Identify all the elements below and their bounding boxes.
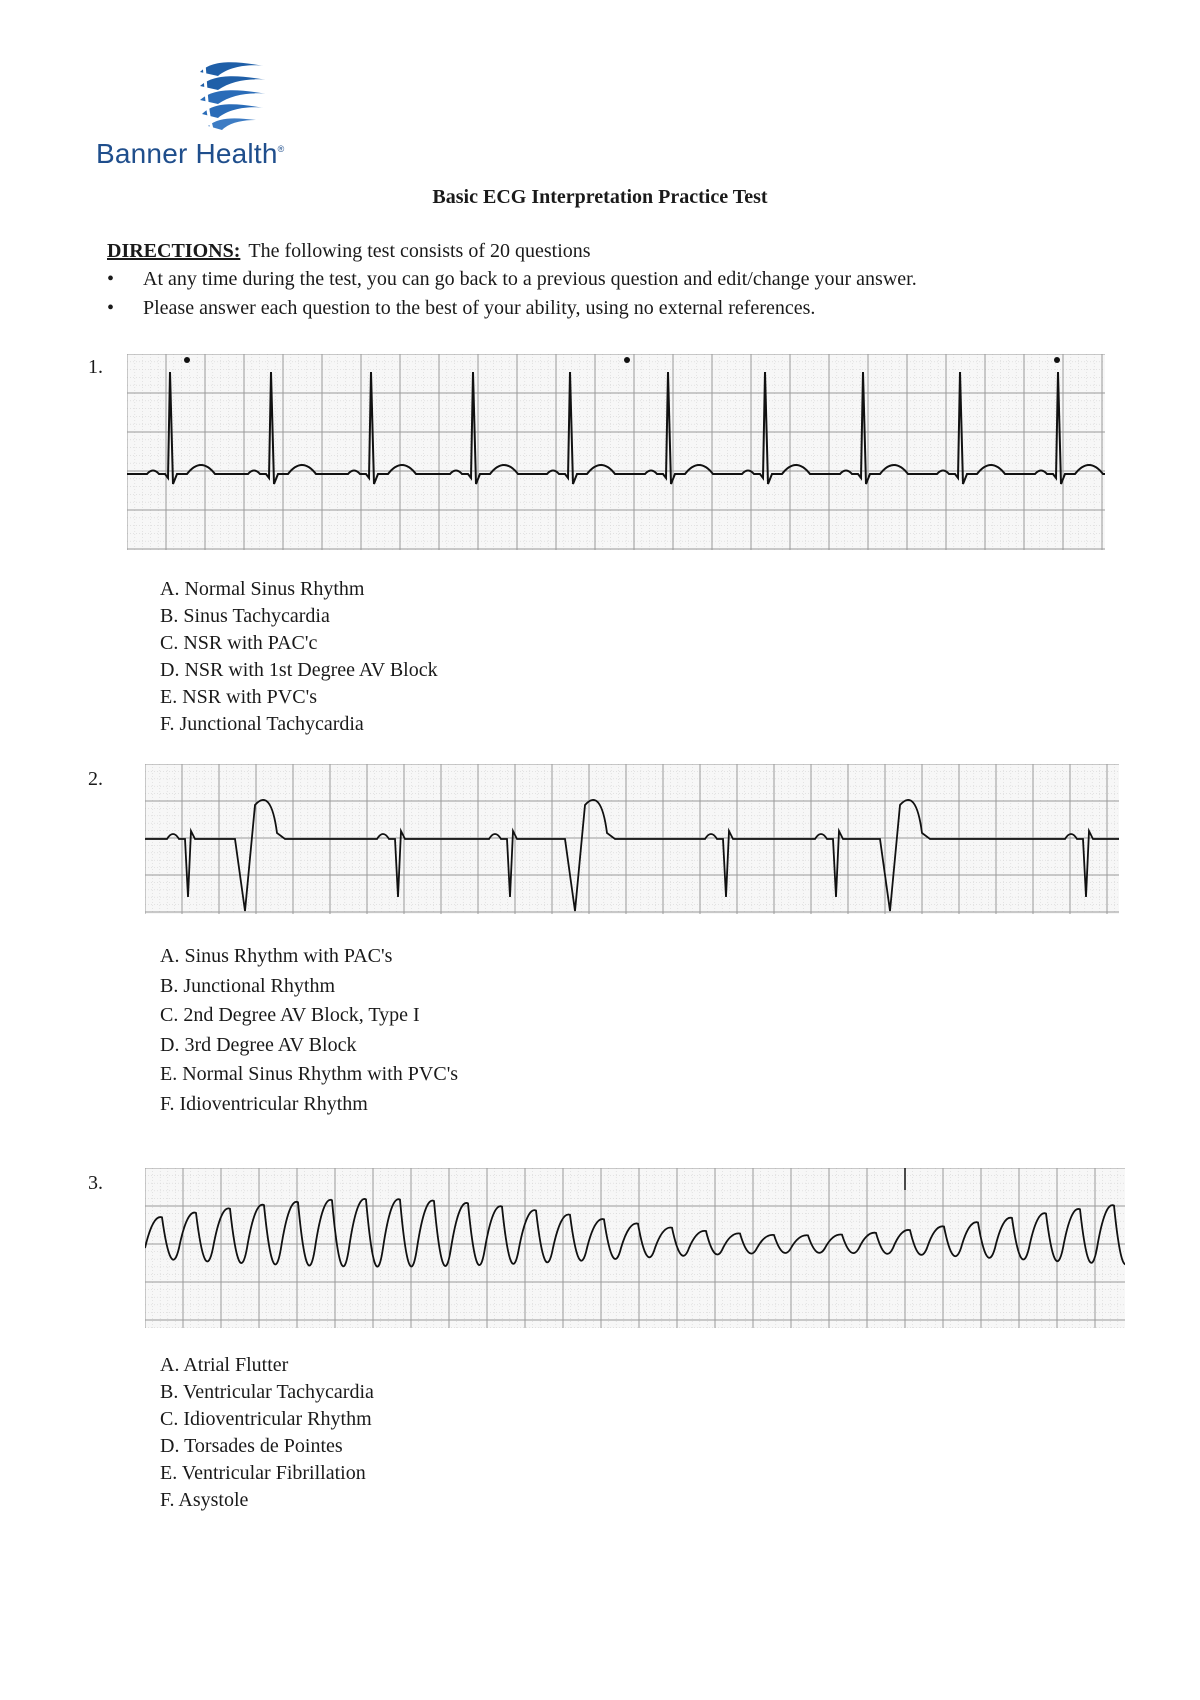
- answer-option[interactable]: C. 2nd Degree AV Block, Type I: [160, 1004, 420, 1026]
- question-number: 3.: [88, 1172, 103, 1194]
- answer-option[interactable]: F. Idioventricular Rhythm: [160, 1092, 368, 1115]
- answer-options-q1: [160, 576, 438, 738]
- answer-option[interactable]: A. Sinus Rhythm with PAC's: [160, 945, 393, 967]
- page-title: Basic ECG Interpretation Practice Test: [432, 186, 768, 208]
- answer-option[interactable]: F. Junctional Tachycardia: [160, 713, 364, 735]
- answer-option[interactable]: F. Asystole: [160, 1489, 249, 1511]
- question-number: 2.: [88, 768, 103, 790]
- ecg-strip-q3: [145, 1168, 1125, 1328]
- answer-option[interactable]: D. Torsades de Pointes: [160, 1435, 343, 1457]
- answer-option[interactable]: B. Sinus Tachycardia: [160, 605, 330, 627]
- answer-option[interactable]: D. 3rd Degree AV Block: [160, 1033, 357, 1056]
- ecg-marker: [1054, 357, 1060, 363]
- question-number: 1.: [88, 356, 103, 378]
- ecg-strip-q1: [127, 354, 1105, 550]
- bullet-item: • Please answer each question to the best of your ability, using no external references.: [107, 297, 917, 326]
- answer-option[interactable]: D. NSR with 1st Degree AV Block: [160, 659, 438, 681]
- directions: [107, 240, 591, 263]
- answer-options-q2: [160, 942, 458, 1119]
- banner-health-wave-icon: [192, 54, 272, 134]
- directions-text: The following test consists of 20 questions: [248, 240, 591, 262]
- answer-option[interactable]: E. Ventricular Fibrillation: [160, 1462, 366, 1484]
- directions-bullets: [107, 268, 917, 326]
- ecg-grid-background: [145, 1168, 1125, 1328]
- answer-option[interactable]: A. Atrial Flutter: [160, 1354, 289, 1376]
- banner-health-logo: [96, 54, 316, 184]
- directions-label: DIRECTIONS:: [107, 240, 241, 262]
- answer-option[interactable]: E. Normal Sinus Rhythm with PVC's: [160, 1063, 459, 1085]
- logo-text: Banner Health®: [96, 138, 285, 169]
- answer-option[interactable]: C. Idioventricular Rhythm: [160, 1408, 372, 1430]
- answer-options-q3: [160, 1352, 374, 1514]
- answer-option[interactable]: A. Normal Sinus Rhythm: [160, 578, 365, 600]
- ecg-marker: [624, 357, 630, 363]
- ecg-strip-q2: [145, 764, 1119, 914]
- answer-option[interactable]: B. Ventricular Tachycardia: [160, 1381, 374, 1403]
- bullet-item: • At any time during the test, you can go back to a previous question and edit/change your answer.: [107, 268, 917, 297]
- ecg-marker: [184, 357, 190, 363]
- answer-option[interactable]: C. NSR with PAC'c: [160, 632, 318, 654]
- answer-option[interactable]: B. Junctional Rhythm: [160, 974, 335, 997]
- answer-option[interactable]: E. NSR with PVC's: [160, 686, 317, 708]
